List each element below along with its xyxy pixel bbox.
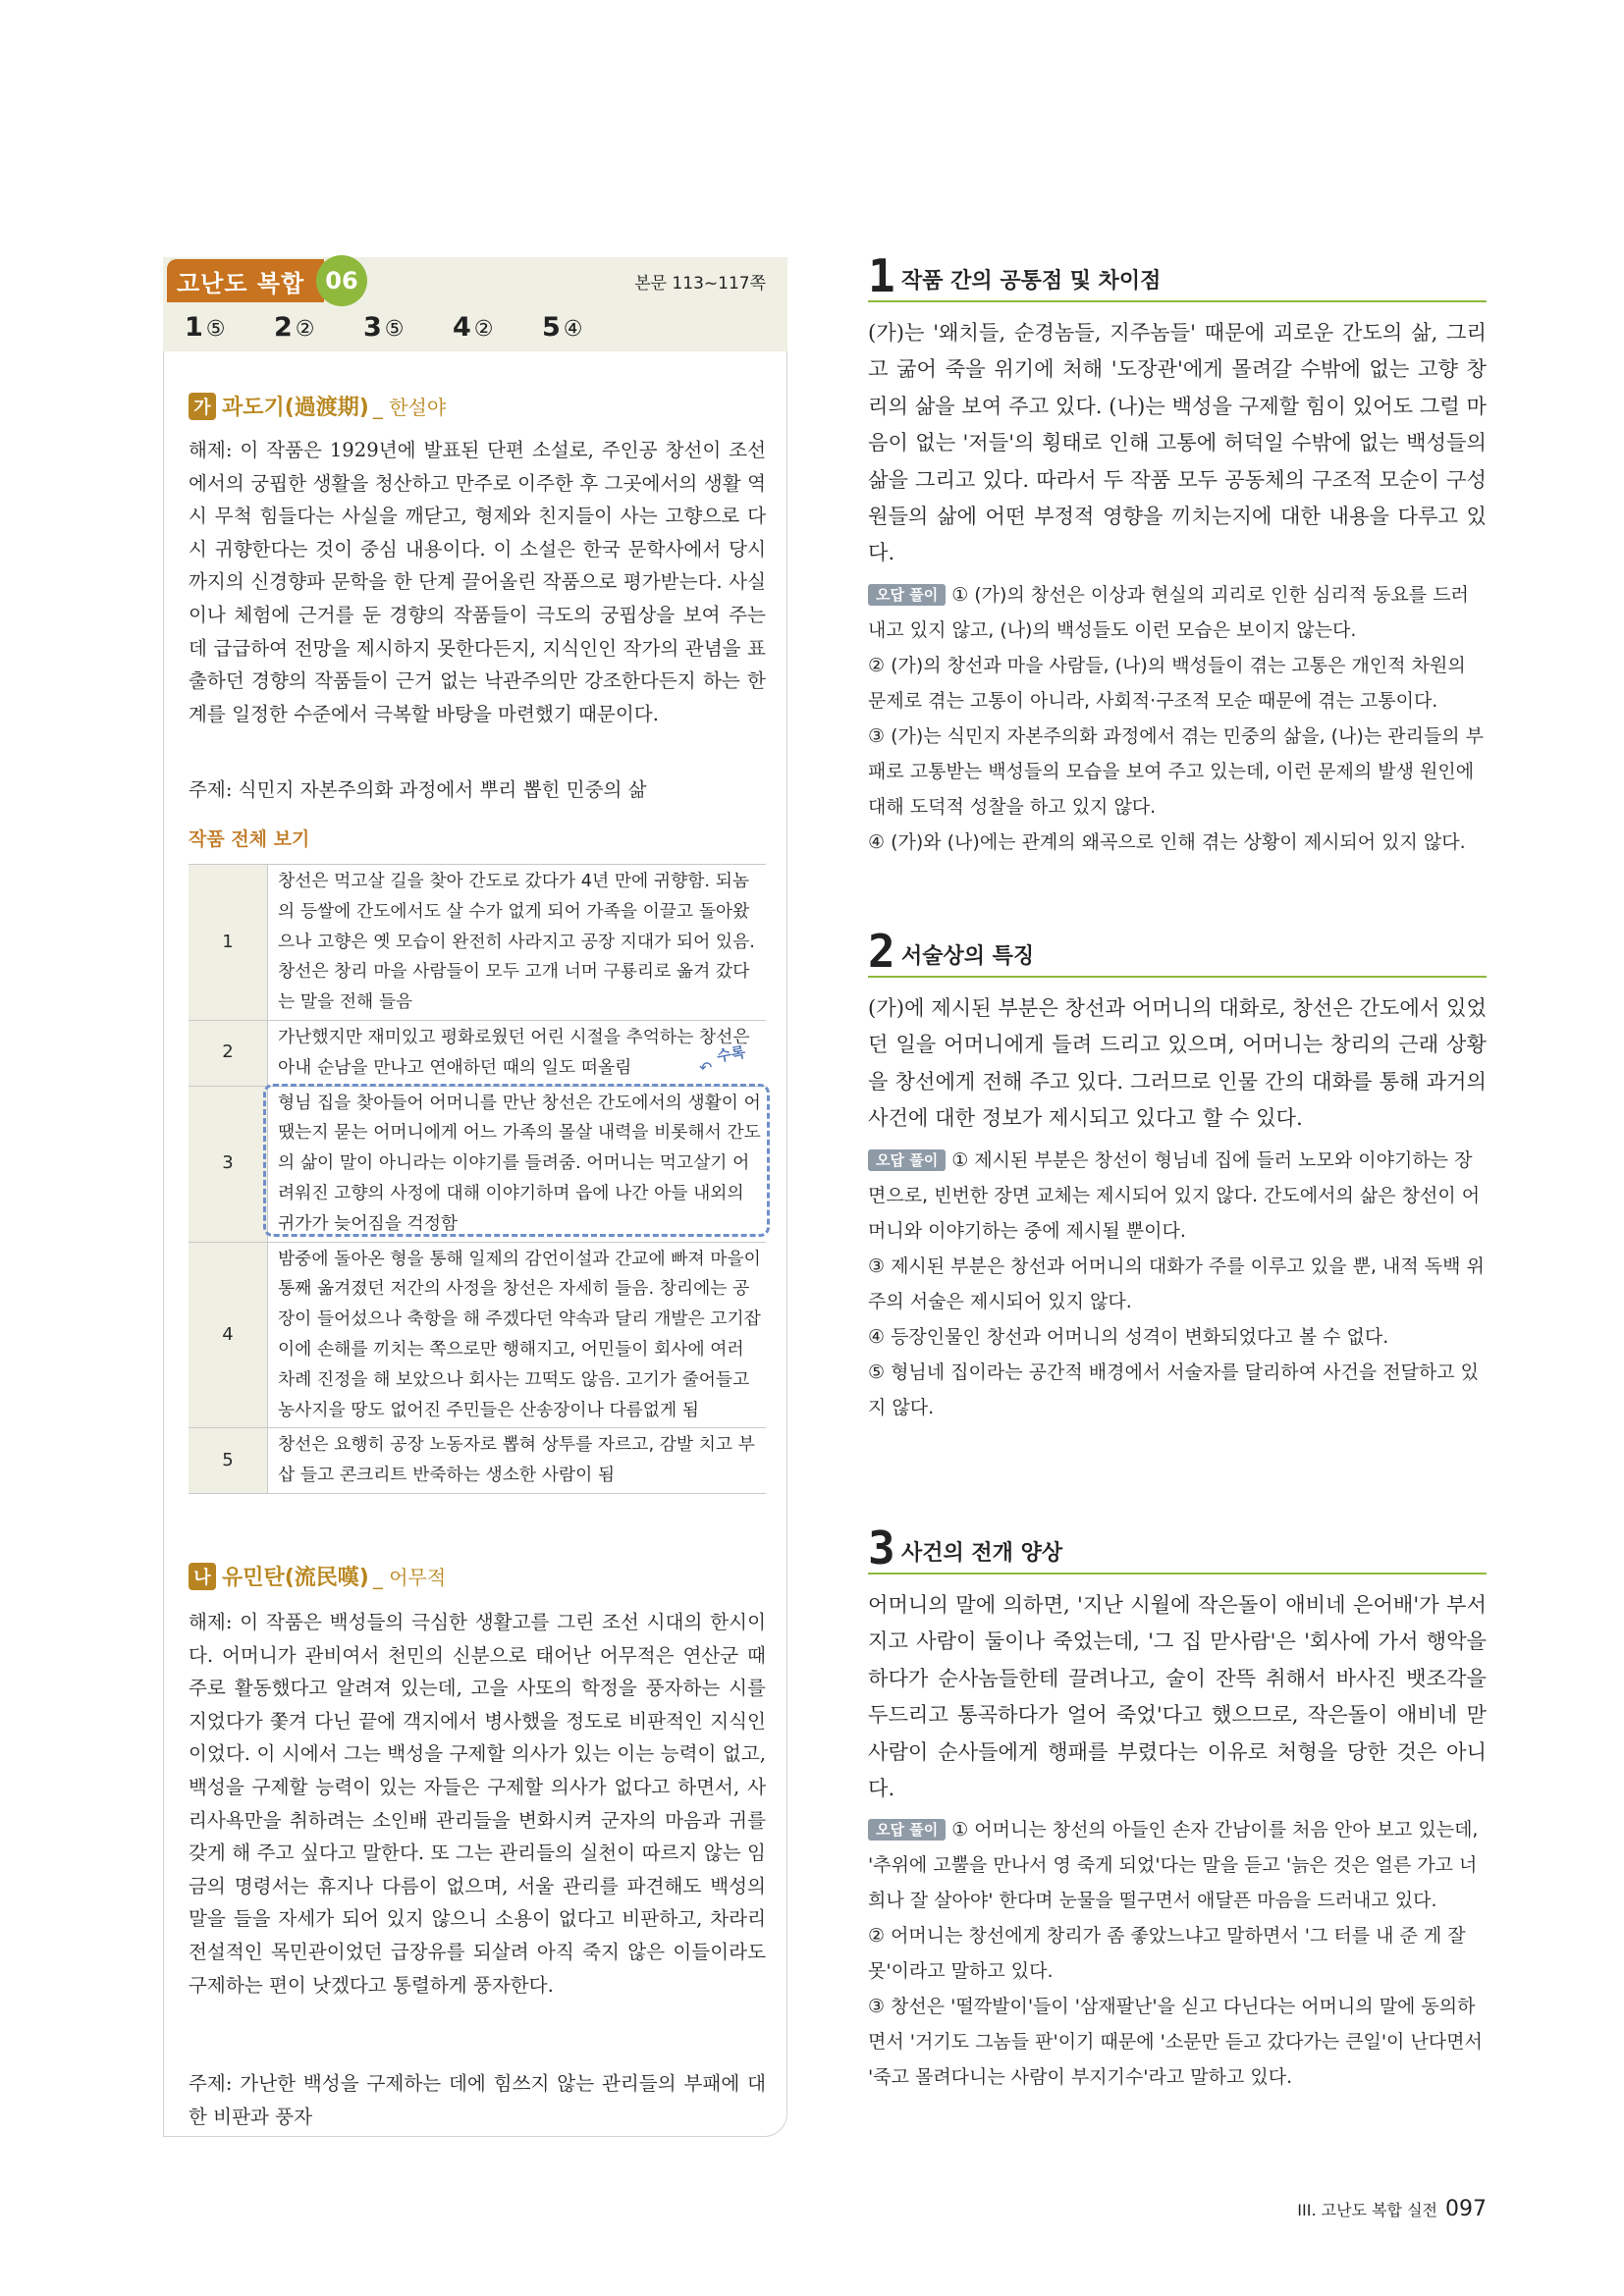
note-line: ④ (가)와 (나)에는 관계의 왜곡으로 인해 겪는 상황이 제시되어 있지 않다. <box>868 830 1466 853</box>
question-number: 3 <box>868 1522 895 1575</box>
question-title: 서술상의 특징 <box>901 944 1035 969</box>
note-line: 오답 풀이 ① 어머니는 창선의 아들인 손자 간남이를 처음 안아 보고 있는데, '추위에 고뿔을 만나서 영 죽게 되었'다는 말을 듣고 '늙은 것은 얼른 가고 너희나 잘 살아야' 한다며 눈물을 떨구면서 애달픈 마음을 드러내고 있다. <box>868 1819 1479 1912</box>
work-author: _ 한설야 <box>372 396 447 419</box>
wrong-answer-notes <box>868 577 1487 860</box>
table-row <box>189 865 766 1021</box>
note-line: ③ 제시된 부분은 창선과 어머니의 대화가 주를 이루고 있을 뿐, 내적 독백 위주의 서술은 제시되어 있지 않다. <box>868 1255 1485 1312</box>
answer-item: 3 ⑤ <box>363 312 405 343</box>
page-number: 097 <box>1445 2197 1487 2221</box>
question-number: 2 <box>868 925 895 978</box>
note-line: ⑤ 형님네 집이라는 공간적 배경에서 서술자를 달리하여 사건을 전달하고 있지 않다. <box>868 1361 1480 1418</box>
synopsis-text: 창선은 먹고살 길을 찾아 간도로 갔다가 4년 만에 귀향함. 되놈의 등쌀에 간도에서도 살 수가 없게 되어 가족을 이끌고 돌아왔으나 고향은 옛 모습이 완전히 사라지고 공장 지대가 되어 있음. 창선은 창리 마을 사람들이 모두 고개 너머 구룡리로 옮겨 갔다는 말을 전해 들음 <box>268 865 767 1021</box>
section-mark-na: 나 <box>189 1563 216 1590</box>
answer-header <box>163 257 787 351</box>
wrong-answer-label: 오답 풀이 <box>868 584 946 606</box>
question-title: 사건의 전개 양상 <box>901 1541 1063 1566</box>
synopsis-text: 가난했지만 재미있고 평화로웠던 어린 시절을 추억하는 창선은 아내 순남을 만나고 연애하던 때의 일도 떠올림 <box>268 1020 767 1086</box>
synopsis-heading: 작품 전체 보기 <box>189 828 310 850</box>
note-line: ② 어머니는 창선에게 창리가 좀 좋았느냐고 말하면서 '그 터를 내 준 게 잘못'이라고 말하고 있다. <box>868 1925 1466 1983</box>
page-footer <box>1297 2197 1487 2221</box>
synopsis-text: 창선은 요행히 공장 노동자로 뽑혀 상투를 자르고, 감발 치고 부삽 들고 콘크리트 반죽하는 생소한 사람이 됨 <box>268 1428 767 1494</box>
work-ga-summary: 해제: 이 작품은 1929년에 발표된 단편 소설로, 주인공 창선이 조선에서의 궁핍한 생활을 청산하고 만주로 이주한 후 그곳에서의 생활 역시 무척 힘들다는 사실을 깨닫고, 형제와 친지들이 사는 고향으로 다시 귀향한다는 것이 중심 내용이다. 이 소설은 한국 문학사에서 당시까지의 신경향파 문학을 한 단계 끌어올린 작품으로 평가받는다. 사실이나 체험에 근거를 둔 경향의 작품들이 극도의 궁핍상을 보여 주는 데 급급하여 전망을 제시하지 못한다든지, 지식인인 작가의 관념을 표출하던 경향의 작품들이 근거 없는 낙관주의만 강조한다든지 하는 한계를 일정한 수준에서 극복할 바탕을 마련했기 때문이다. <box>189 439 766 725</box>
question-heading <box>868 1523 1487 1575</box>
work-na-theme: 주제: 가난한 백성을 구제하는 데에 힘쓰지 않는 관리들의 부패에 대한 비판과 풍자 <box>189 2072 766 2128</box>
work-title: 유민탄(流民嘆) <box>222 1566 369 1590</box>
set-badge <box>167 259 324 302</box>
question-explanation: 어머니의 말에 의하면, '지난 시월에 작은돌이 애비네 은어배'가 부서지고 사람이 둘이나 죽었는데, '그 집 맏사람'은 '회사에 가서 행악을 하다가 순사놈들한테 끌려나고, 술이 잔뜩 취해서 바사진 뱃조각을 두드리고 통곡하다가 얼어 죽었'다고 했으므로, 작은돌이 애비네 맏사람이 순사들에게 행패를 부렸다는 이유로 처형을 당한 것은 아니다. <box>868 1592 1487 1801</box>
question-explanation: (가)에 제시된 부분은 창선과 어머니의 대화로, 창선은 간도에서 있었던 일을 어머니에게 들려 드리고 있으며, 어머니는 창리의 근래 상황을 창선에게 전해 주고 있다. 그러므로 인물 간의 대화를 통해 과거의 사건에 대한 정보가 제시되고 있다고 할 수 있다. <box>868 995 1487 1131</box>
question-1 <box>868 251 1487 860</box>
wrong-answer-label: 오답 풀이 <box>868 1149 946 1171</box>
answer-key <box>185 312 631 343</box>
wrong-answer-notes <box>868 1812 1487 2095</box>
work-na-summary: 해제: 이 작품은 백성들의 극심한 생활고를 그린 조선 시대의 한시이다. 어머니가 관비여서 천민의 신분으로 태어난 어무적은 연산군 때 주로 활동했다고 알려져 있는데, 고을 사또의 학정을 풍자하는 시를 지었다가 쫓겨 다닌 끝에 객지에서 병사했을 정도로 비판적인 지식인이었다. 이 시에서 그는 백성을 구제할 의사가 있는 이는 능력이 없고, 백성을 구제할 능력이 있는 자들은 구제할 의사가 없다고 하면서, 사리사욕만을 취하려는 소인배 관리들을 변화시켜 군자의 마음과 귀를 갖게 해 주고 싶다고 말한다. 또 그는 관리들의 실천이 따르지 않는 임금의 명령서는 휴지나 다름이 없으며, 서울 관리를 파견해도 백성의 말을 들을 자세가 되어 있지 않으니 소용이 없다고 비판하고, 차라리 전설적인 목민관이었던 급장유를 되살려 아직 죽지 않은 이들이라도 구제하는 편이 낫겠다고 통렬하게 풍자한다. <box>189 1611 766 1997</box>
table-row <box>189 1428 766 1494</box>
synopsis-number: 2 <box>189 1020 268 1086</box>
synopsis-number: 4 <box>189 1242 268 1428</box>
note-line: ② (가)의 창선과 마을 사람들, (나)의 백성들이 겪는 고통은 개인적 차원의 문제로 겪는 고통이 아니라, 사회적·구조적 모순 때문에 겪는 고통이다. <box>868 654 1466 712</box>
table-row <box>189 1242 766 1428</box>
work-ga-heading <box>189 391 446 421</box>
wrong-answer-label: 오답 풀이 <box>868 1819 946 1841</box>
handwritten-tag: 수록 <box>715 1042 747 1066</box>
badge-label: 고난도 복합 <box>177 269 305 297</box>
note-line: ③ 창선은 '떨깍발이'들이 '삼재팔난'을 싣고 다닌다는 어머니의 말에 동의하면서 '거기도 그놈들 판'이기 때문에 '소문만 듣고 갔다가는 큰일'이 난다면서 '죽고 몰려다니는 사람이 부지기수'라고 말하고 있다. <box>868 1996 1483 2089</box>
note-line: ③ (가)는 식민지 자본주의화 과정에서 겪는 민중의 삶을, (나)는 관리들의 부패로 고통받는 백성들의 모습을 보여 주고 있는데, 이런 문제의 발생 원인에 대해 도덕적 성찰을 하고 있지 않다. <box>868 724 1485 818</box>
question-number: 1 <box>868 249 895 302</box>
question-title: 작품 간의 공통점 및 차이점 <box>901 269 1162 294</box>
footer-section: III. 고난도 복합 실전 <box>1297 2201 1437 2219</box>
question-heading <box>868 927 1487 978</box>
highlight-box <box>263 1084 770 1237</box>
answer-item: 2 ② <box>274 312 315 343</box>
synopsis-number: 5 <box>189 1428 268 1494</box>
curl-arrow-icon: ↶ <box>699 1058 713 1077</box>
wrong-answer-notes <box>868 1143 1487 1425</box>
question-heading <box>868 251 1487 302</box>
synopsis-number: 1 <box>189 865 268 1021</box>
note-line: ④ 등장인물인 창선과 어머니의 성격이 변화되었다고 볼 수 없다. <box>868 1325 1389 1348</box>
work-author: _ 어무적 <box>372 1566 447 1589</box>
section-mark-ga: 가 <box>189 393 216 420</box>
synopsis-number: 3 <box>189 1086 268 1242</box>
source-reference: 본문 113~117쪽 <box>634 274 766 294</box>
question-2 <box>868 927 1487 1425</box>
question-explanation: (가)는 '왜치들, 순경놈들, 지주놈들' 때문에 괴로운 간도의 삶, 그리고 굶어 죽을 위기에 처해 '도장관'에게 몰려갈 수밖에 없는 고향 창리의 삶을 보여 주고 있다. (나)는 백성을 구제할 힘이 있어도 그럴 마음이 없는 '저들'의 횡태로 인해 고통에 허덕일 수밖에 없는 백성들의 삶을 그리고 있다. 따라서 두 작품 모두 공동체의 구조적 모순이 구성원들의 삶에 어떤 부정적 영향을 끼치는지에 대한 내용을 다루고 있다. <box>868 320 1487 565</box>
note-line: 오답 풀이 ① 제시된 부분은 창선이 형님네 집에 들러 노모와 이야기하는 장면으로, 빈번한 장면 교체는 제시되어 있지 않다. 간도에서의 삶은 창선이 어머니와 이야기하는 중에 제시될 뿐이다. <box>868 1148 1481 1242</box>
table-row <box>189 1020 766 1086</box>
work-na-heading <box>189 1561 446 1591</box>
question-3 <box>868 1523 1487 2095</box>
badge-number: 06 <box>316 255 367 306</box>
answer-item: 1 ⑤ <box>185 312 226 343</box>
synopsis-text: 형님 집을 찾아들어 어머니를 만난 창선은 간도에서의 생활이 어땠는지 묻는 어머니에게 어느 가족의 몰살 내력을 비롯해서 간도의 삶이 말이 아니라는 이야기를 들려줌. 어머니는 먹고살기 어려워진 고향의 사정에 대해 이야기하며 읍에 나간 아들 내외의 귀가가 늦어짐을 걱정함 <box>268 1086 767 1242</box>
answer-item: 5 ④ <box>542 312 583 343</box>
note-line: 오답 풀이 ① (가)의 창선은 이상과 현실의 괴리로 인한 심리적 동요를 드러내고 있지 않고, (나)의 백성들도 이런 모습은 보이지 않는다. <box>868 583 1469 641</box>
synopsis-text: 밤중에 돌아온 형을 통해 일제의 감언이설과 간교에 빠져 마을이 통째 옮겨졌던 저간의 사정을 창선은 자세히 들음. 창리에는 공장이 들어섰으나 축항을 해 주겠다던 약속과 달리 개발은 고기잡이에 손해를 끼치는 쪽으로만 행해지고, 어민들이 회사에 여러 차례 진정을 해 보았으나 회사는 끄떡도 않음. 고기가 줄어들고 농사지을 땅도 없어진 주민들은 산송장이나 다름없게 됨 <box>268 1242 767 1428</box>
answer-item: 4 ② <box>453 312 494 343</box>
work-ga-theme: 주제: 식민지 자본주의화 과정에서 뿌리 뽑힌 민중의 삶 <box>189 778 647 801</box>
work-title: 과도기(過渡期) <box>222 396 369 420</box>
